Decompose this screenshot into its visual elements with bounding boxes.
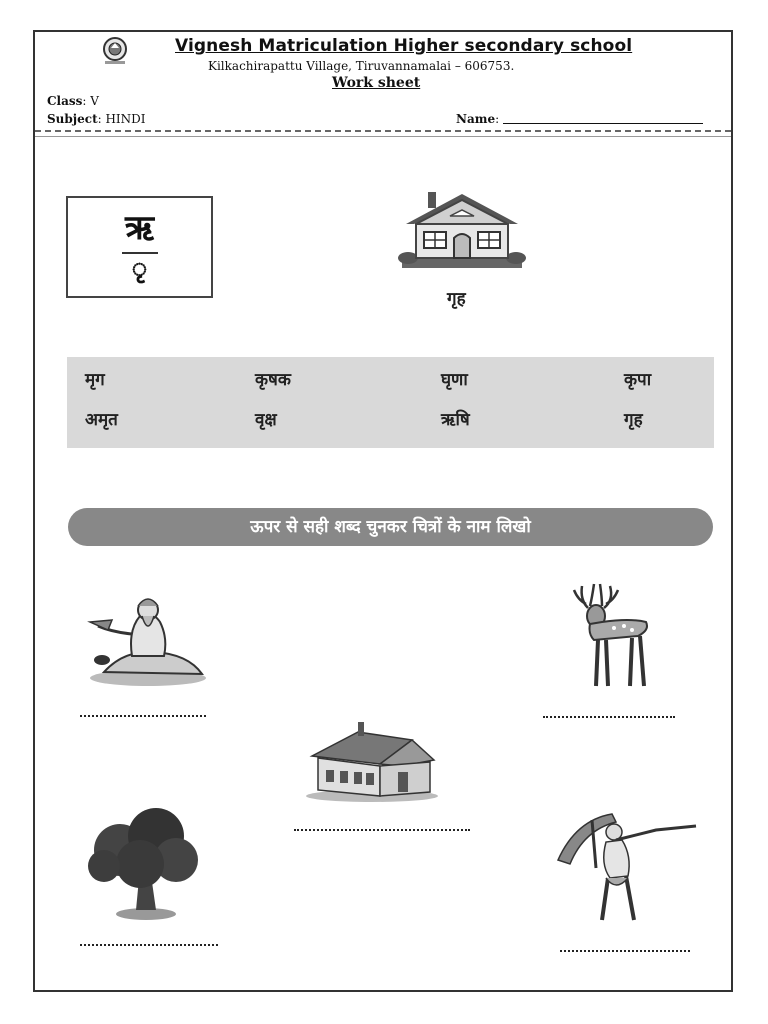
answer-blank-tree[interactable] xyxy=(80,944,218,946)
farmer-image xyxy=(556,812,698,924)
class-label: Class xyxy=(47,94,83,108)
example-word: गृह xyxy=(447,289,466,309)
word-bank xyxy=(67,357,714,448)
class-value: : V xyxy=(82,94,99,108)
subject-label: Subject xyxy=(47,112,98,126)
word-bank-item: घृणा xyxy=(441,370,468,390)
deer-image xyxy=(560,582,656,690)
letter-glyph: ऋ xyxy=(124,208,154,248)
school-name: Vignesh Matriculation Higher secondary school xyxy=(175,36,633,56)
word-bank-item: अमृत xyxy=(85,410,118,430)
header-divider xyxy=(35,130,731,132)
answer-blank-farmer[interactable] xyxy=(560,950,690,952)
tree-image xyxy=(84,806,202,922)
subject-line xyxy=(47,112,146,126)
answer-blank-sage[interactable] xyxy=(80,715,206,717)
matra-glyph: ृ xyxy=(131,254,148,284)
word-bank-item: मृग xyxy=(85,370,105,390)
name-line xyxy=(456,112,703,126)
letter-card xyxy=(66,196,213,298)
word-bank-item: गृह xyxy=(624,410,643,430)
name-blank[interactable] xyxy=(503,123,703,124)
word-bank-item: कृषक xyxy=(255,370,291,390)
name-label: Name xyxy=(456,112,496,126)
answer-blank-deer[interactable] xyxy=(543,716,675,718)
answer-blank-house[interactable] xyxy=(294,829,470,831)
name-colon: : xyxy=(495,112,500,126)
header-divider-line xyxy=(35,136,731,137)
subject-value: : HINDI xyxy=(97,112,146,126)
house-image xyxy=(302,720,440,804)
word-bank-item: वृक्ष xyxy=(255,410,277,430)
worksheet-title: Work sheet xyxy=(332,75,421,91)
word-bank-item: कृपा xyxy=(624,370,652,390)
school-logo-icon xyxy=(100,36,130,66)
sage-image xyxy=(84,590,210,688)
class-line xyxy=(47,94,99,108)
word-bank-item: ऋषि xyxy=(441,410,470,430)
house-icon xyxy=(398,186,526,272)
instruction-banner: ऊपर से सही शब्द चुनकर चित्रों के नाम लिखो xyxy=(68,508,713,546)
school-address: Kilkachirapattu Village, Tiruvannamalai – 606753. xyxy=(208,59,515,73)
